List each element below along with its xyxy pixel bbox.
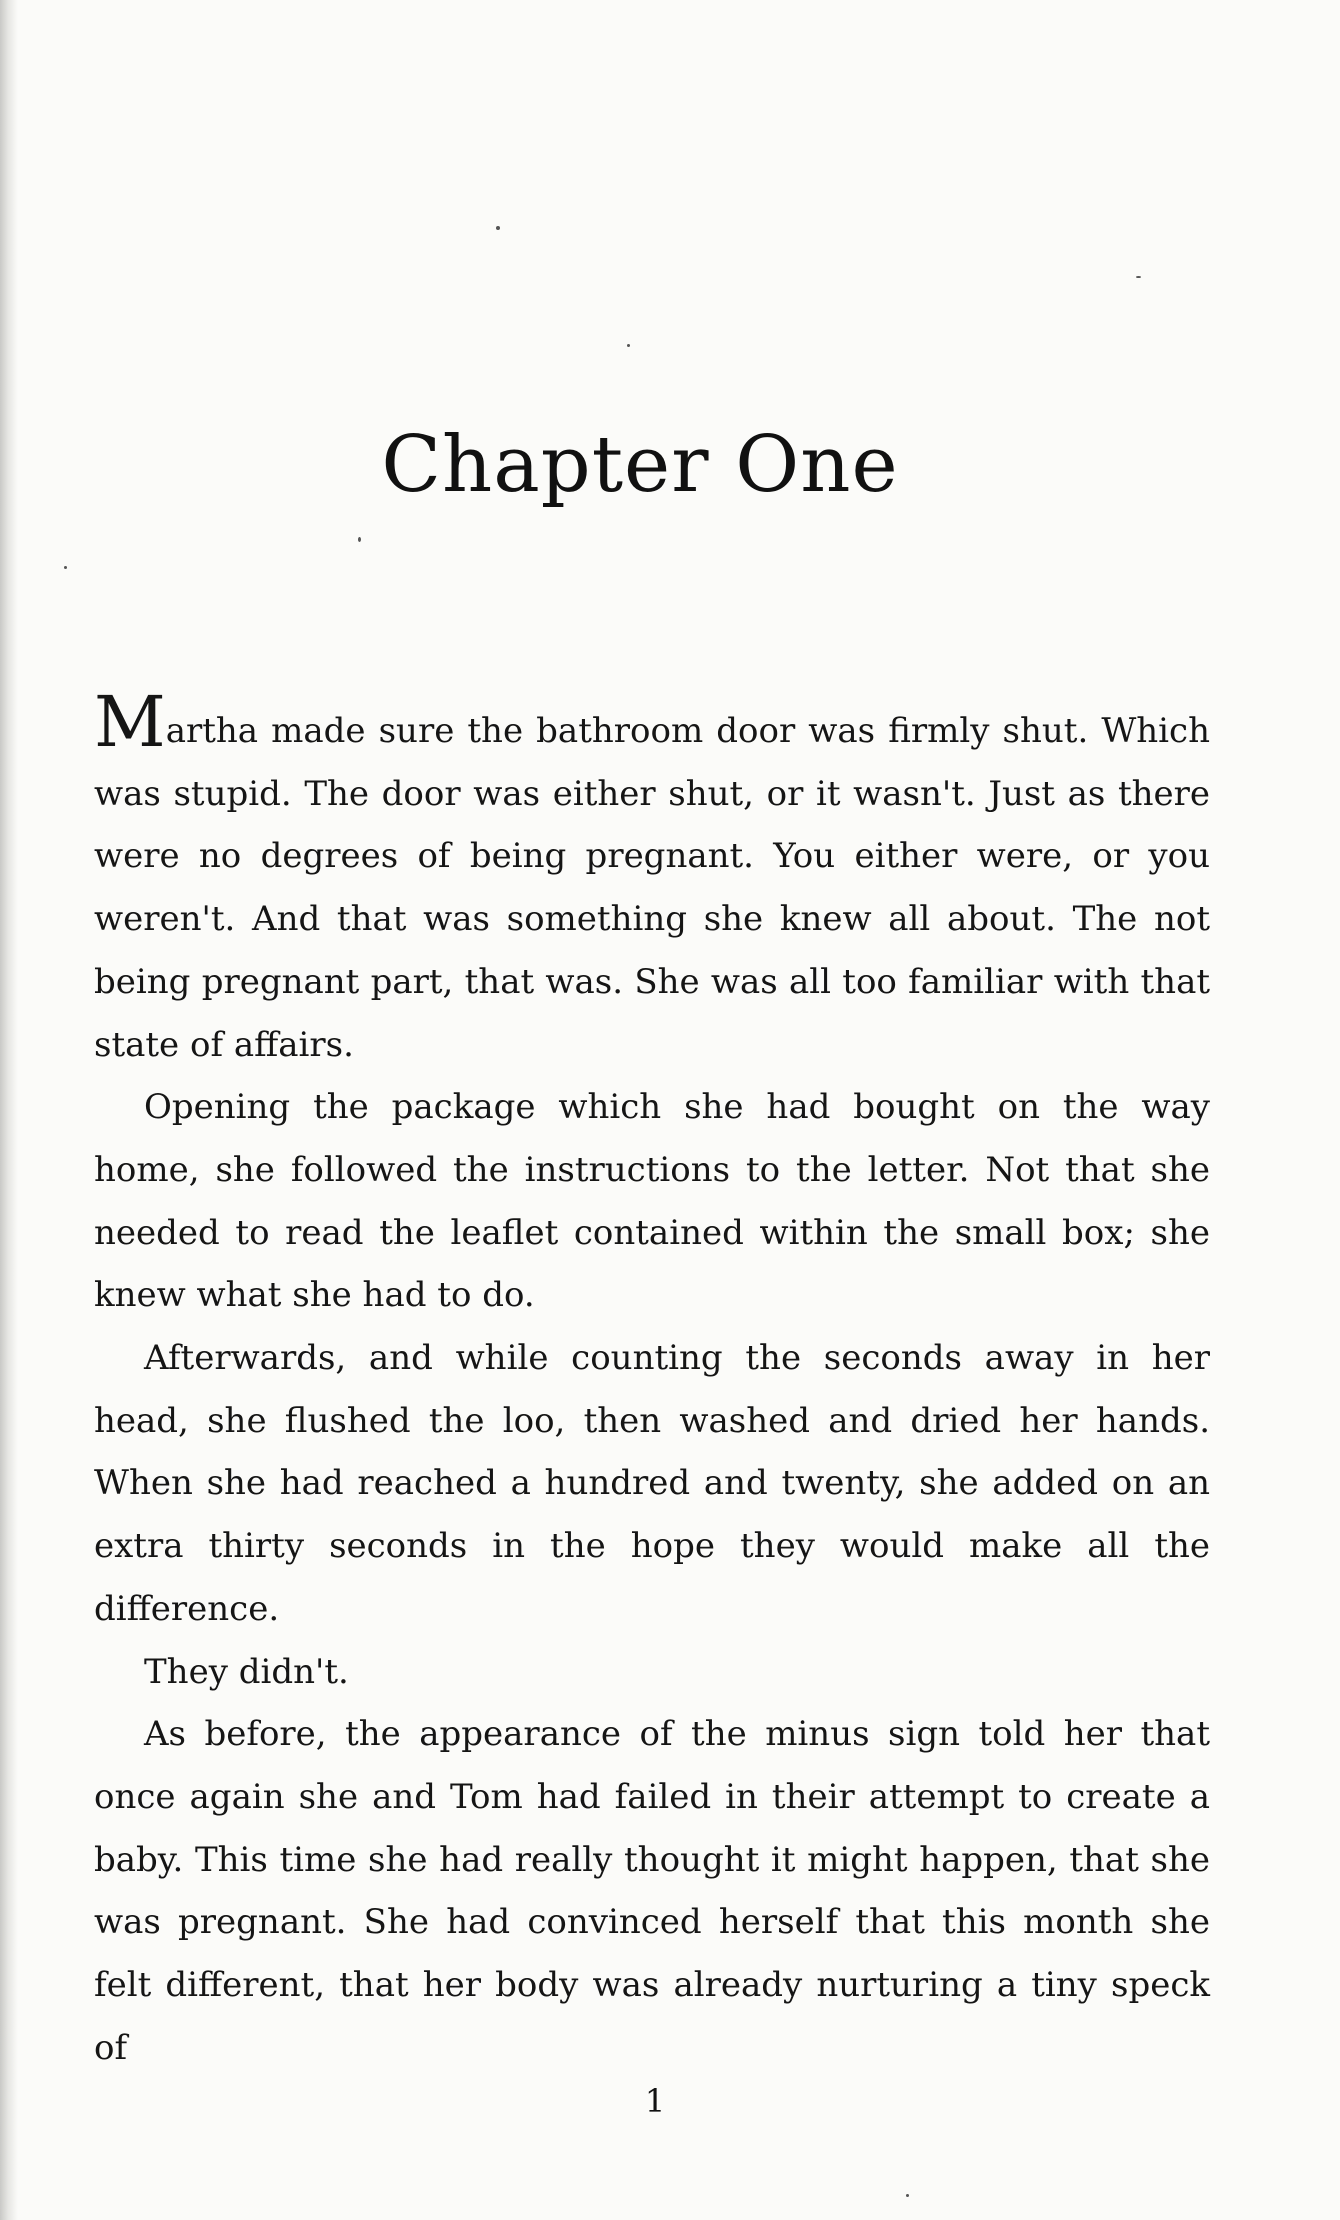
page-number: 1	[644, 2082, 666, 2120]
paragraph: They didn't.	[144, 1651, 349, 1692]
scan-speck	[64, 566, 67, 569]
chapter-title: Chapter One	[381, 420, 899, 510]
paragraph: Afterwards, and while counting the seconds away in her head, she flushed the loo, then washed and dried her hands. When she had reached a hundred and twenty, she added on an extra thirty seconds in the hope they would make all the difference.	[94, 1338, 1210, 1629]
paragraph	[94, 681, 1210, 1076]
chapter-body	[94, 681, 1210, 2079]
scan-speck	[1136, 276, 1141, 278]
paragraph-text: artha made sure the bathroom door was firmly shut. Which was stupid. The door was either shut, or it wasn't. Just as there were no degrees of being pregnant. You either were, or you weren't. And that was something she knew all about. The not being pregnant part, that was. She was all too familiar with that state of affairs.	[94, 711, 1210, 1065]
scan-speck	[627, 344, 630, 347]
page-gutter-shadow	[0, 0, 18, 2220]
scan-speck	[358, 537, 361, 542]
paragraph: Opening the package which she had bought on the way home, she followed the instructions to the letter. Not that she needed to read the leaflet contained within the small box; she knew what she had to do.	[94, 1087, 1210, 1316]
scan-speck	[906, 2194, 909, 2197]
paragraph: As before, the appearance of the minus sign told her that once again she and Tom had failed in their attempt to create a baby. This time she had really thought it might happen, that she was pregnant. She had convinced herself that this month she felt different, that her body was already nurturing a tiny speck of	[94, 1714, 1210, 2068]
drop-cap: M	[94, 681, 166, 763]
scan-speck	[496, 226, 500, 230]
